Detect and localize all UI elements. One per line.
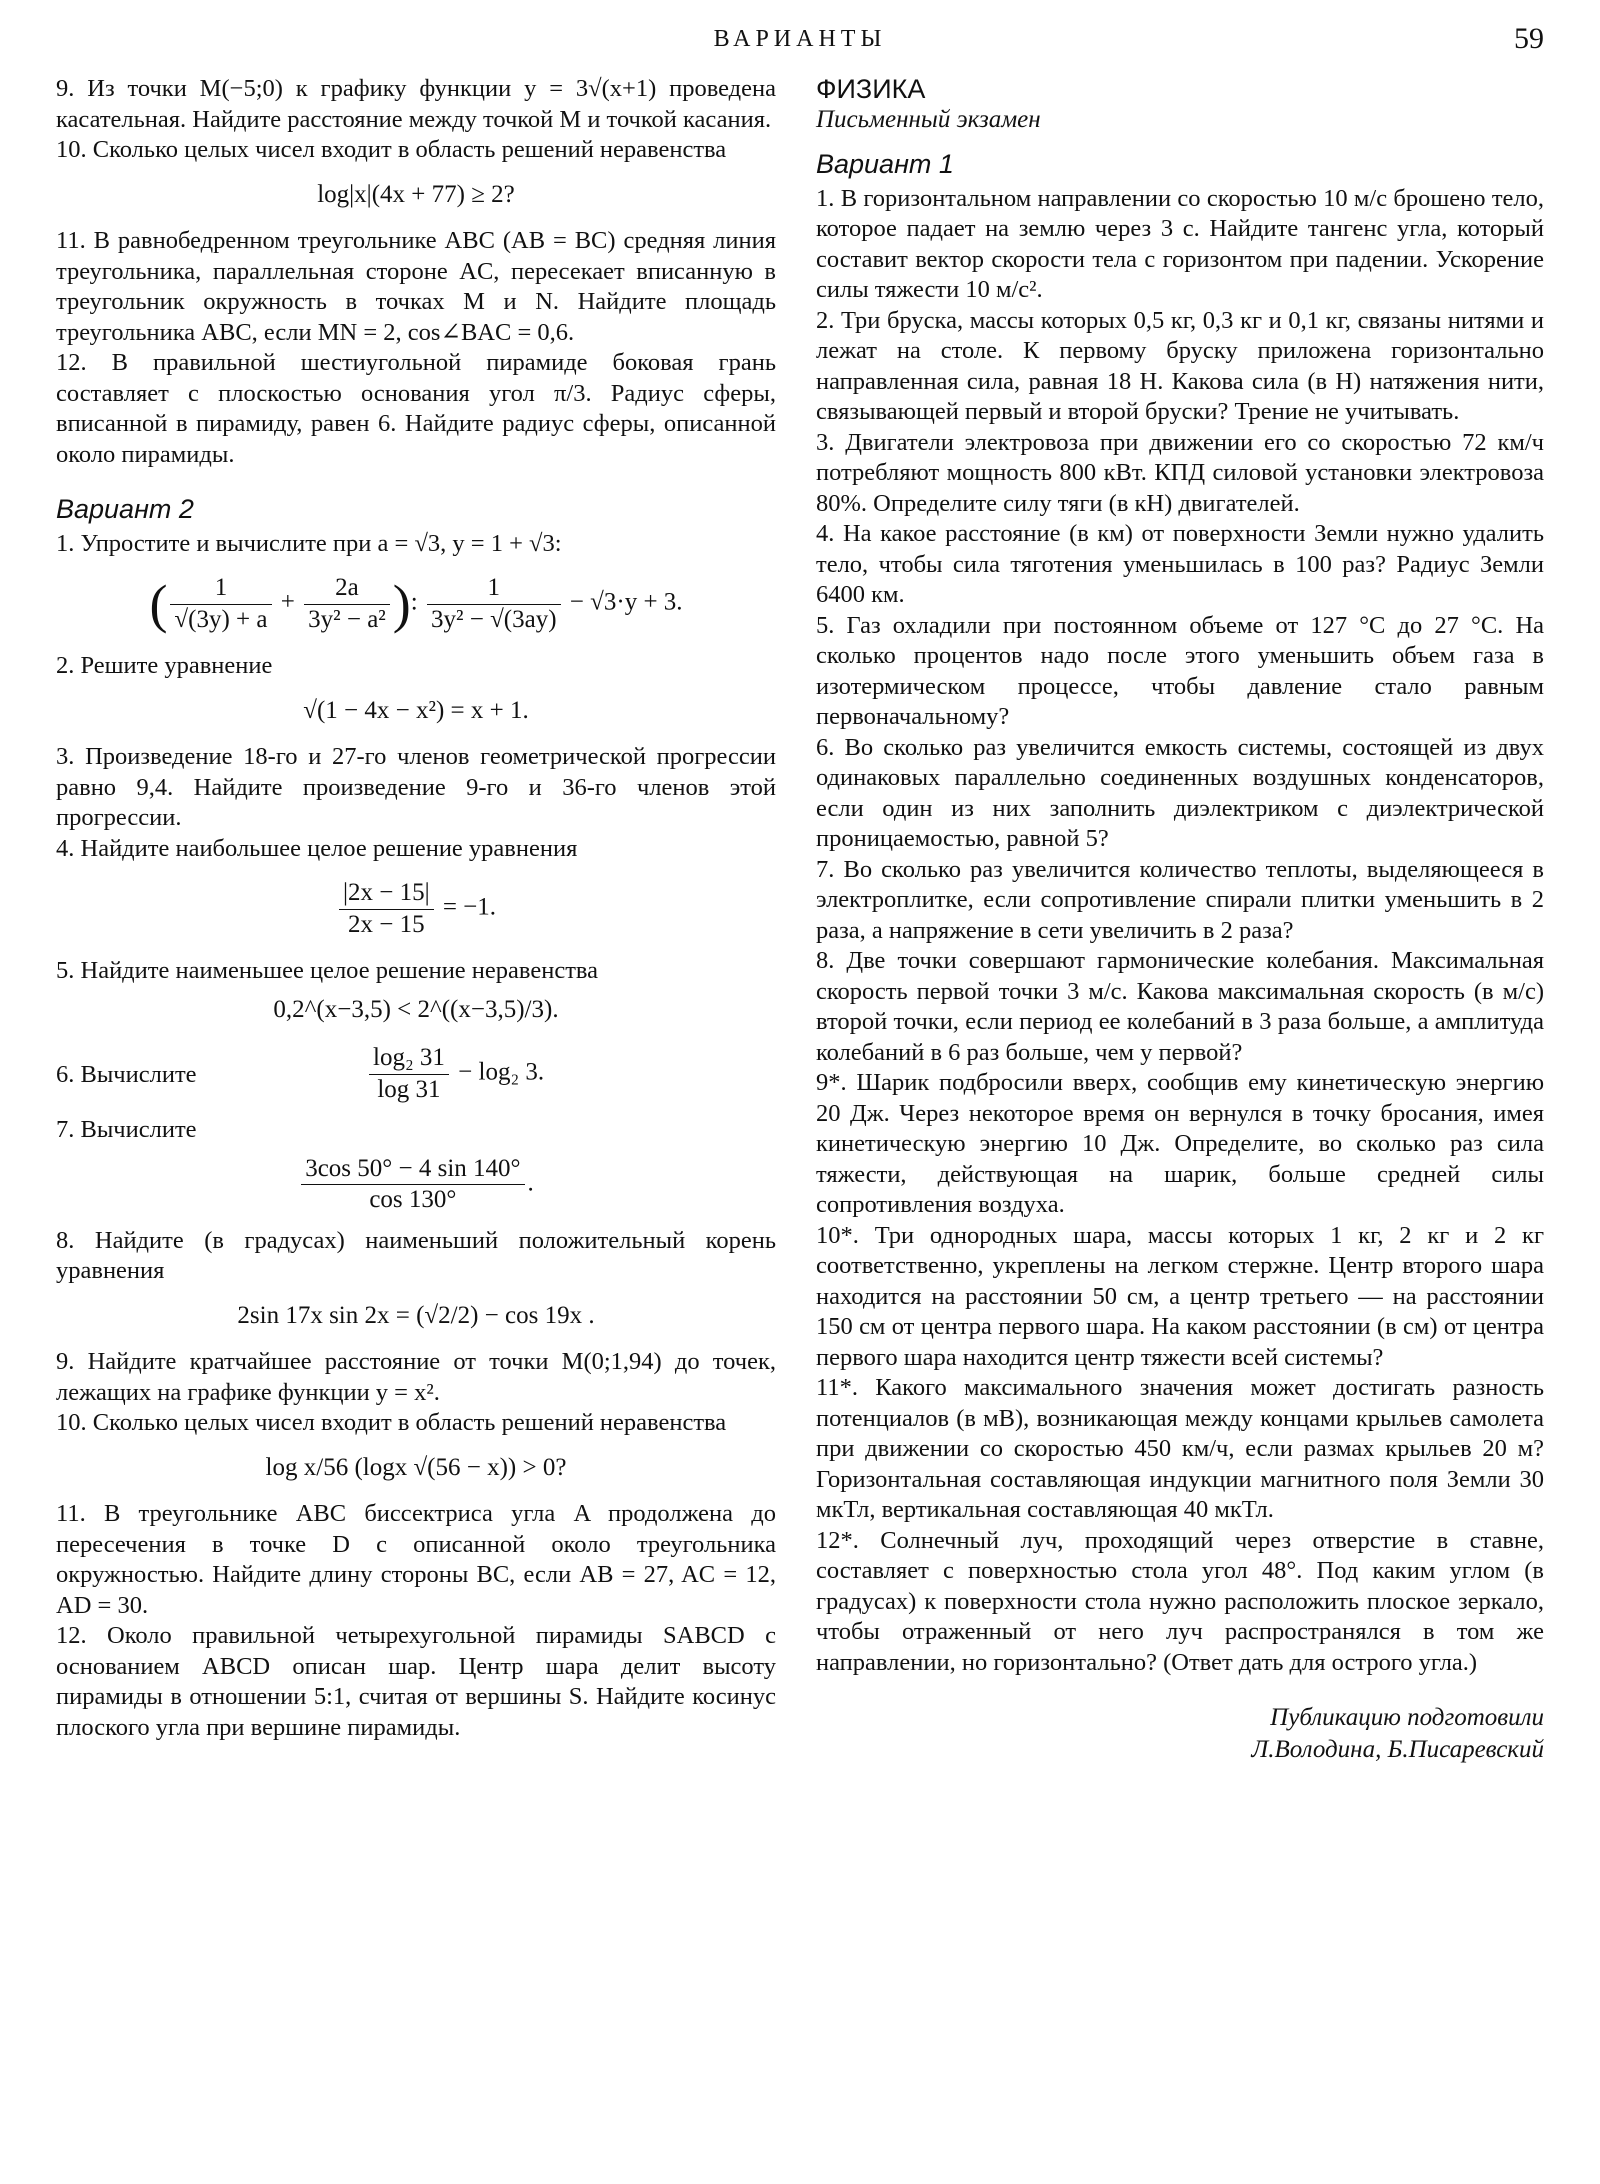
problem-number: 4. <box>56 834 75 862</box>
fraction <box>301 1154 524 1216</box>
denominator: 2x − 15 <box>347 910 425 938</box>
problem-item <box>56 1499 776 1621</box>
problem-number: 7. <box>816 855 835 883</box>
problem-text: Солнечный луч, проходящий через отверстие в ставне, составляет с поверхностью стола угол 48°. Под каким углом (в градусах) к поверхности стола нужно расположить плоское зеркало, чтобы отраженный от него луч распространялся в том же направлении, но горизонтально? (Ответ дать для острого угла.) <box>816 1526 1545 1676</box>
formula: 2sin 17x sin 2x = (√2/2) − cos 19x . <box>237 1301 595 1329</box>
problem-item <box>816 733 1544 855</box>
problem-text: Найдите кратчайшее расстояние от точки M(0;1,94) до точек, лежащих на графике функции y = x². <box>56 1348 776 1406</box>
fraction <box>304 573 390 635</box>
problem-item <box>56 1621 776 1743</box>
problem-number: 2. <box>56 652 75 679</box>
problem-number: 11. <box>56 1500 86 1527</box>
problem-number: 6. <box>816 733 835 761</box>
problem-number: 12. <box>56 1622 87 1649</box>
problem-text: В равнобедренном треугольнике ABC (AB = BC) средняя линия треугольника, параллельная стороне AC, пересекает вписанную в треугольник окружность в точках M и N. Найдите площадь треугольника ABC, если MN = 2, cos∠BAC = 0,6. <box>56 227 777 346</box>
problem-text: Сколько целых чисел входит в область решений неравенства <box>92 1409 727 1436</box>
fraction <box>427 573 561 635</box>
problem-item <box>816 1221 1544 1374</box>
problem-item <box>816 519 1544 611</box>
problem-number: 1. <box>816 184 835 212</box>
problem-text: На какое расстояние (в км) от поверхности Земли нужно удалить тело, чтобы сила тяготения уменьшилась в 100 раз? Радиус Земли 6400 км. <box>816 520 1544 608</box>
problem-number: 11*. <box>816 1374 858 1401</box>
problem-text: Шарик подбросили вверх, сообщив ему кинетическую энергию 20 Дж. Через некоторое время он вернулся в точку бросания, имея кинетическую энергию 10 Дж. Определите, во сколько раз сила тяжести, действующая на шарик, больше средней силы сопротивления воздуха. <box>816 1069 1545 1218</box>
page-header <box>0 22 1600 62</box>
problem-number: 2. <box>816 306 835 334</box>
formula-tail: − log₂ 3. <box>458 1058 545 1086</box>
problem-item <box>816 1068 1544 1221</box>
credits-line: Публикацию подготовили <box>1270 1704 1544 1731</box>
problem-text: Около правильной четырехугольной пирамиды SABCD с основанием ABCD описан шар. Центр шара делит высоту пирамиды в отношении 5:1, считая от вершины S. Найдите косинус плоского угла при вершине пирамиды. <box>56 1622 776 1741</box>
formula <box>56 1154 776 1216</box>
problem-item <box>816 306 1544 428</box>
problem-number: 3. <box>56 743 75 770</box>
formula: √(1 − 4x − x²) = x + 1. <box>303 696 529 724</box>
problem-text: В правильной шестиугольной пирамиде боковая грань составляет с плоскостью основания угол π/3. Радиус сферы, вписанной в пирамиду, равен 6. Найдите радиус сферы, описанной около пирамиды. <box>56 349 777 468</box>
numerator: log₂ 31 <box>369 1043 449 1075</box>
denominator: cos 130° <box>369 1186 457 1213</box>
problem-text: Из точки M(−5;0) к графику функции y = 3√(x+1) проведена касательная. Найдите расстояние между точкой M и точкой касания. <box>56 75 777 133</box>
fraction <box>170 573 271 635</box>
problem-item <box>816 611 1544 733</box>
problem-item <box>56 1115 776 1146</box>
fraction <box>369 1043 449 1105</box>
problem-text: Найдите наименьшее целое решение неравенства <box>80 957 599 984</box>
denominator: 3y² − √(3ay) <box>430 605 557 633</box>
numerator: 1 <box>427 573 561 605</box>
formula: ( $\frac{1}{√(3y) + a}$ + $\frac{2a}{\text{3y² − a²}}$ ): $\frac{1}{\text{3y² − √(3ay)}}$ − √3·y + 3. <box>149 573 683 634</box>
problem-text: Найдите наибольшее целое решение уравнения <box>80 834 578 862</box>
problem-item <box>56 1408 776 1439</box>
problem-number: 10. <box>56 1409 87 1436</box>
left-column <box>56 74 776 1743</box>
problem-item <box>56 651 776 682</box>
problem-text: Найдите (в градусах) наименьший положительный корень уравнения <box>56 1226 777 1284</box>
credits <box>816 1702 1544 1766</box>
problem-number: 12*. <box>816 1526 859 1554</box>
problem-number: 12. <box>56 349 87 376</box>
problem-number: 8. <box>56 1226 75 1254</box>
variant-title: Вариант 1 <box>816 149 954 179</box>
denominator: √(3y) + a <box>174 605 268 633</box>
problem-item <box>816 184 1544 306</box>
problem-number: 7. <box>56 1116 75 1143</box>
variant-title: Вариант 2 <box>56 494 194 524</box>
problem-text: В горизонтальном направлении со скоростью 10 м/с брошено тело, которое падает на землю через 3 с. Найдите тангенс угла, который составит вектор скорости тела с горизонтом при падении. Ускорение силы тяжести 10 м/с². <box>816 184 1544 303</box>
denominator: log 31 <box>377 1075 441 1103</box>
problem-item <box>816 1373 1544 1526</box>
problem-text: Газ охладили при постоянном объеме от 127 °C до 27 °C. На сколько процентов надо после этого уменьшить объем газа в изотермическом процессе, чтобы давление стало равным первоначальному? <box>816 611 1545 730</box>
problem-item <box>56 348 776 470</box>
problem-number: 3. <box>816 428 835 456</box>
formula-tail: = −1. <box>442 893 497 921</box>
problem-number: 10*. <box>816 1221 859 1249</box>
problem-item <box>56 529 776 560</box>
right-column <box>816 74 1544 1766</box>
problem-number: 4. <box>816 520 835 547</box>
formula: log|x|(4x + 77) ≥ 2? <box>317 180 515 208</box>
problem-text: Двигатели электровоза при движении его со скоростью 72 км/ч потребляют мощность 800 кВт. КПД силовой установки электровоза 80%. Определите силу тяги (в кН) двигателей. <box>816 428 1544 517</box>
formula: log x/56 (logx √(56 − x)) > 0? <box>265 1453 567 1481</box>
numerator: |2x − 15| <box>339 878 434 910</box>
formula: 0,2^(x−3,5) < 2^((x−3,5)/3). <box>273 995 559 1023</box>
problem-item <box>56 226 776 348</box>
problem-number: 11. <box>56 227 86 254</box>
problem-number: 6. <box>56 1060 75 1088</box>
problem-number: 5. <box>816 611 835 639</box>
problem-item <box>56 1347 776 1408</box>
formula-tail: − √3·y + 3. <box>569 588 683 616</box>
problem-text: Две точки совершают гармонические колебания. Максимальная скорость первой точки 3 м/с. Какова максимальная скорость (в м/с) второй точки, если период ее колебаний в 3 раза больше, а амплитуда колебаний в 6 раз больше, чем у первой? <box>816 947 1544 1066</box>
problem-text: В треугольнике ABC биссектриса угла A продолжена до пересечения в точке D с описанной около треугольника окружностью. Найдите длину стороны BC, если AB = 27, AC = 12, AD = 30. <box>56 1500 776 1619</box>
problem-number: 8. <box>816 947 835 974</box>
problem-text: Три однородных шара, массы которых 1 кг, 2 кг и 2 кг соответственно, укреплены на легком стержне. Центр второго шара находится на расстоянии 50 см, а центр третьего — на расстоянии 150 см от центра первого шара. На каком расстоянии (в см) от центра первого шара находится центр тяжести всей системы? <box>816 1221 1545 1371</box>
problem-number: 9*. <box>816 1069 847 1096</box>
running-head: ВАРИАНТЫ <box>713 26 887 52</box>
problem-text: Произведение 18-го и 27-го членов геометрической прогрессии равно 9,4. Найдите произведение 9-го и 36-го членов этой прогрессии. <box>56 743 777 831</box>
formula <box>56 878 776 940</box>
problem-item <box>816 946 1544 1068</box>
problem-number: 1. <box>56 529 75 557</box>
section-title: ФИЗИКА <box>816 74 926 104</box>
problem-item <box>56 742 776 834</box>
numerator: 3cos 50° − 4 sin 140° <box>301 1154 524 1186</box>
problem-number: 10. <box>56 136 87 163</box>
formula <box>366 1043 544 1105</box>
problem-text: Во сколько раз увеличится емкость системы, состоящей из двух одинаковых параллельно соединенных воздушных конденсаторов, если один из них заполнить диэлектриком с диэлектрической проницаемостью, равной 5? <box>816 733 1545 852</box>
denominator: 3y² − a² <box>308 605 386 633</box>
problem-text: Сколько целых чисел входит в область решений неравенства <box>92 136 727 163</box>
problem-text: Упростите и вычислите при a = √3, y = 1 + √3: <box>80 529 562 557</box>
problem-item <box>56 956 776 987</box>
problem-item <box>56 834 776 865</box>
problem-number: 9. <box>56 1348 75 1375</box>
problem-item <box>56 1226 776 1287</box>
problem-label <box>56 1060 276 1091</box>
problem-item <box>816 855 1544 947</box>
problem-text: Решите уравнение <box>80 652 273 679</box>
problem-item <box>56 74 776 135</box>
problem-number: 9. <box>56 75 75 102</box>
fraction <box>339 878 434 940</box>
problem-text: Во сколько раз увеличится количество теплоты, выделяющееся в электроплитке, если сопротивление спирали плитки уменьшить в 2 раза, а напряжение в сети увеличить в 2 раза? <box>816 855 1545 944</box>
problem-item <box>816 428 1544 520</box>
credits-authors: Л.Володина, Б.Писаревский <box>1251 1736 1544 1763</box>
numerator: 1 <box>170 573 271 605</box>
paren-open: ( <box>149 573 168 634</box>
numerator: 2a <box>304 573 390 605</box>
page-number: 59 <box>1514 22 1544 55</box>
formula-tail: . <box>527 1169 534 1197</box>
problem-text: Вычислите <box>80 1060 197 1088</box>
problem-text: Какого максимального значения может достигать разность потенциалов (в мВ), возникающая между концами крыльев самолета при движении со скоростью 450 км/ч, если размах крыльев 20 м? Горизонтальная составляющая индукции магнитного поля Земли 30 мкТл, вертикальная составляющая 40 мкТл. <box>816 1374 1544 1523</box>
section-subtitle: Письменный экзамен <box>816 105 1041 133</box>
problem-number: 5. <box>56 957 75 984</box>
problem-text: Вычислите <box>80 1116 197 1143</box>
problem-item <box>816 1526 1544 1679</box>
paren-close: ) <box>392 573 411 634</box>
problem-item <box>56 135 776 166</box>
problem-item <box>56 1035 776 1115</box>
problem-text: Три бруска, массы которых 0,5 кг, 0,3 кг и 0,1 кг, связаны нитями и лежат на столе. К первому бруску приложена горизонтально направленная сила, равная 18 Н. Какова сила (в Н) натяжения нити, связывающей первый и второй бруски? Трение не учитывать. <box>816 306 1544 425</box>
